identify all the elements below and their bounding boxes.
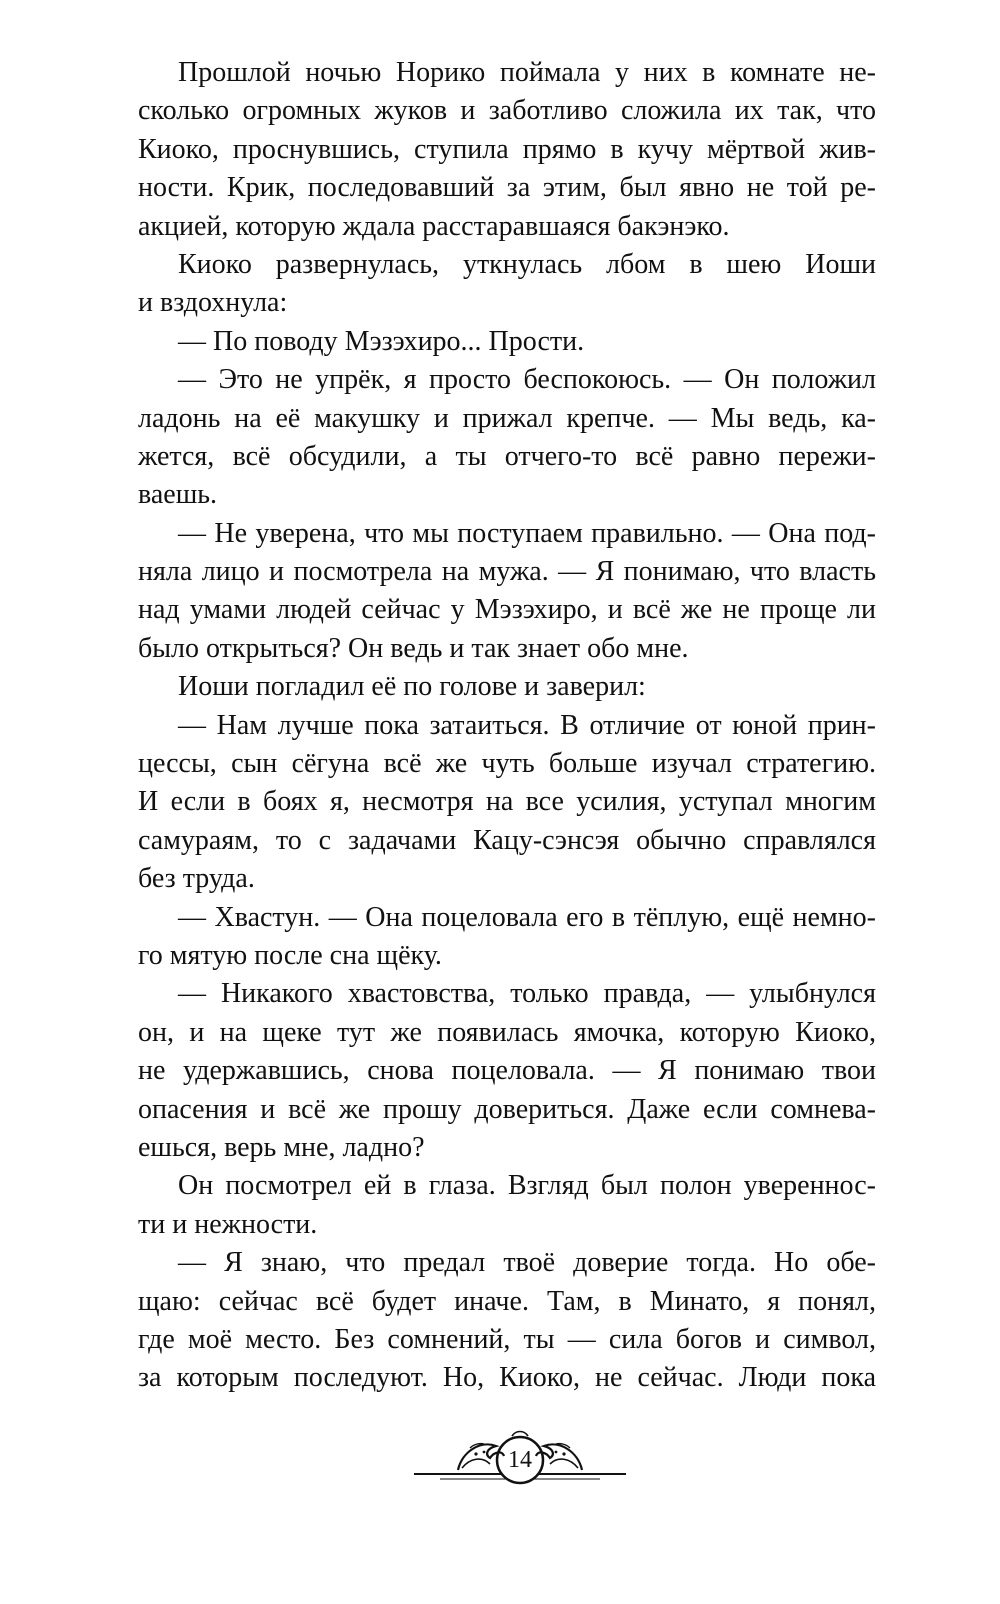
text-line: ваешь. xyxy=(138,479,218,511)
text-line: сколько огромных жуков и заботливо сложила их так, что xyxy=(138,95,876,127)
text-line: акцией, которую ждала расстаравшаяся бакэнэко. xyxy=(138,210,730,242)
text-line: и вздохнула: xyxy=(138,287,288,319)
text-line: ти и нежности. xyxy=(138,1208,318,1240)
text-line: за которым последуют. Но, Киоко, не сейчас. Люди пока xyxy=(138,1362,876,1394)
page-number: 14 xyxy=(508,1447,532,1473)
text-line: — Я знаю, что предал твоё доверие тогда. Но обе- xyxy=(178,1247,876,1279)
text-line: щаю: сейчас всё будет иначе. Там, в Минато, я понял, xyxy=(138,1285,876,1317)
text-line: ладонь на её макушку и прижал крепче. — Мы ведь, ка- xyxy=(138,402,876,434)
text-line: — Нам лучше пока затаиться. В отличие от юной прин- xyxy=(178,709,876,741)
text-line: он, и на щеке тут же появилась ямочка, которую Киоко, xyxy=(138,1016,876,1048)
text-line: не удержавшись, снова поцеловала. — Я понимаю твои xyxy=(138,1055,876,1087)
text-line: над умами людей сейчас у Мэзэхиро, и всё же не проще ли xyxy=(138,594,876,626)
text-line: няла лицо и посмотрела на мужа. — Я понимаю, что власть xyxy=(138,556,876,588)
text-line: го мятую после сна щёку. xyxy=(138,939,442,971)
text-line: — Никакого хвастовства, только правда, — улыбнулся xyxy=(178,978,876,1010)
text-line: было открыться? Он ведь и так знает обо мне. xyxy=(138,632,689,664)
text-line: — По поводу Мэзэхиро... Прости. xyxy=(178,325,585,357)
text-line: ешься, верь мне, ладно? xyxy=(138,1131,425,1163)
text-line: жется, всё обсудили, а ты отчего-то всё равно пережи- xyxy=(138,440,876,472)
page-footer xyxy=(400,1422,640,1502)
text-line: Киоко развернулась, уткнулась лбом в шею Иоши xyxy=(178,248,876,280)
text-line: — Не уверена, что мы поступаем правильно. — Она под- xyxy=(178,517,876,549)
text-line: опасения и всё же прошу довериться. Даже если сомнева- xyxy=(138,1093,876,1125)
text-line: Прошлой ночью Норико поймала у них в комнате не- xyxy=(178,57,876,88)
text-line: без труда. xyxy=(138,863,255,895)
text-line: ности. Крик, последовавший за этим, был явно не той ре- xyxy=(138,172,876,204)
text-line: где моё место. Без сомнений, ты — сила богов и символ, xyxy=(138,1323,876,1355)
text-line: Иоши погладил её по голове и заверил: xyxy=(178,671,646,703)
body-text xyxy=(138,54,876,1398)
text-line: Он посмотрел ей в глаза. Взгляд был полон увереннос- xyxy=(178,1170,876,1202)
text-line: — Хвастун. — Она поцеловала его в тёплую, ещё немно- xyxy=(178,901,876,933)
text-line: самураям, то с задачами Кацу-сэнсэя обычно справлялся xyxy=(138,824,876,856)
text-line: Киоко, проснувшись, ступила прямо в кучу мёртвой жив- xyxy=(138,133,876,165)
text-line: цессы, сын сёгуна всё же чуть больше изучал стратегию. xyxy=(138,748,876,780)
text-line: — Это не упрёк, я просто беспокоюсь. — Он положил xyxy=(178,364,876,396)
text-line: И если в боях я, несмотря на все усилия, уступал многим xyxy=(138,786,876,818)
